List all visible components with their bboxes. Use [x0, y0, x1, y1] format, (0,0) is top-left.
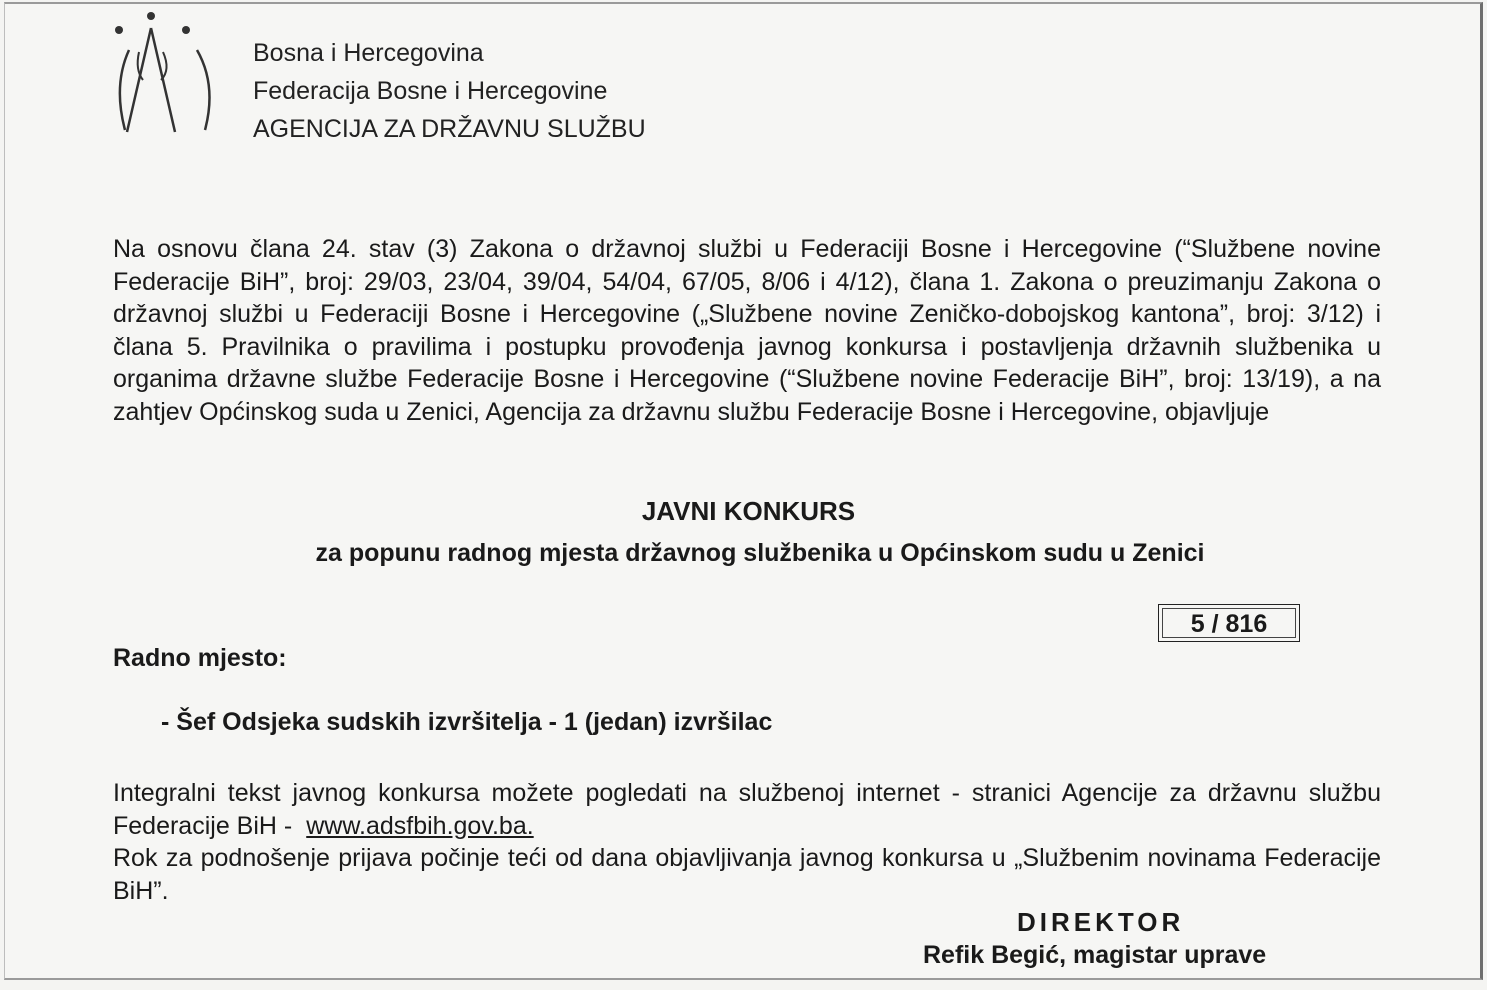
announcement-title: JAVNI KONKURS [641, 496, 856, 526]
agency-logo-icon [105, 10, 235, 140]
header-agency: AGENCIJA ZA DRŽAVNU SLUŽBU [253, 115, 646, 143]
document-page [4, 2, 1483, 980]
integral-text: Integralni tekst javnog konkursa možete pogledati na službenoj internet - stranici Agencije za državnu službu Federacije BiH - [113, 779, 1381, 840]
intro-paragraph: Na osnovu člana 24. stav (3) Zakona o državnoj službi u Federaciji Bosne i Hercegovine (“Službene novine Federacije BiH”, broj: 29/03, 23/04, 39/04, 54/04, 67/05, 8/06 i 4/12), člana 1. Zakona o preuzimanju Zakona o državnoj službi u Federaciji Bosne i Hercegovine („Službene novine Zeničko-dobojskog kantona”, broj: 3/12) i člana 5. Pravilnika o pravilima i postupku provođenja javnog konkursa i postavljenja državnih službenika u organima državne službe Federacije Bosne i Hercegovine (“Službene novine Federacije BiH”, broj: 13/19), a na zahtjev Općinskog suda u Zenici, Agencija za državnu službu Federacije Bosne i Hercegovine, objavljuje [113, 235, 1381, 426]
announcement-subtitle: za popunu radnog mjesta državnog službenika u Općinskom sudu u Zenici [315, 539, 1205, 567]
reference-number: 5 / 816 [1190, 610, 1268, 638]
position-label: Radno mjesto: [113, 644, 287, 672]
agency-header [253, 34, 646, 148]
header-country: Bosna i Hercegovina [253, 39, 484, 67]
position-item: - Šef Odsjeka sudskih izvršitelja - 1 (jedan) izvršilac [161, 708, 773, 736]
agency-website-link[interactable]: www.adsfbih.gov.ba. [306, 811, 534, 840]
signature-role: DIREKTOR [1017, 907, 1185, 937]
reference-number-box [1158, 604, 1300, 642]
integral-paragraph [113, 777, 1381, 907]
signature-name: Refik Begić, magistar uprave [923, 941, 1267, 969]
deadline-text: Rok za podnošenje prijava počinje teći od dana objavljivanja javnog konkursa u „Službenim novinama Federacije BiH”. [113, 844, 1381, 905]
header-federation: Federacija Bosne i Hercegovine [253, 77, 608, 105]
